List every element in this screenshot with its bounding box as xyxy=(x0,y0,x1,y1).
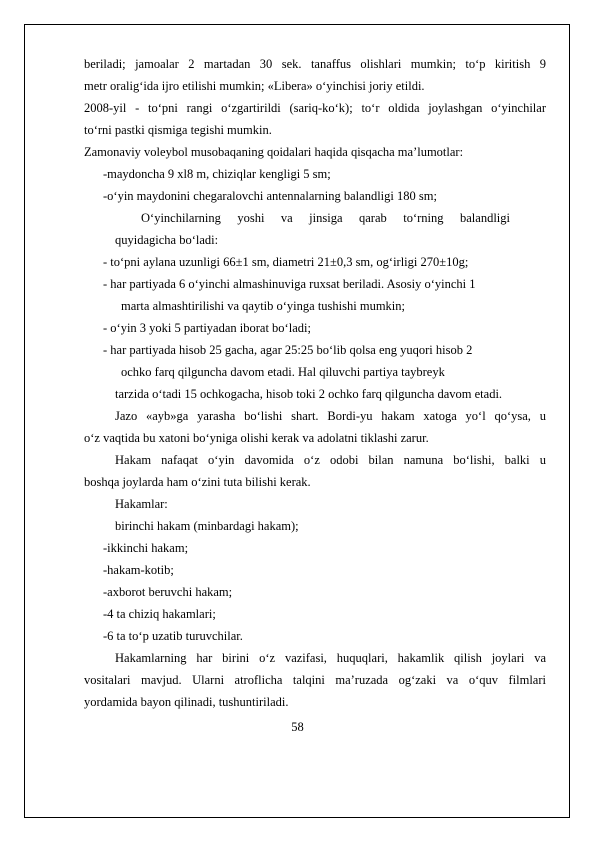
list-item-antenna-height: -o‘yin maydonini chegaralovchi antennalarning balandligi 180 sm; xyxy=(103,189,437,203)
referees-heading: Hakamlar: xyxy=(115,497,168,511)
list-item-first-referee: birinchi hakam (minbardagi hakam); xyxy=(115,519,299,533)
text-line-net-height: O‘yinchilarning yoshi va jinsiga qarab to‘rning balandligi xyxy=(141,211,510,225)
page-number: 58 xyxy=(291,720,304,734)
text-line-18: o‘z vaqtida bu xatoni bo‘yniga olishi kerak va adolatni tiklashi zarur. xyxy=(84,431,429,445)
list-item-scorer: -hakam-kotib; xyxy=(103,563,174,577)
text-line-9: quyidagicha bo‘ladi: xyxy=(115,233,219,247)
text-line-2: metr oralig‘ida ijro etilishi mumkin; «Libera» o‘yinchisi joriy etildi. xyxy=(84,79,425,93)
text-line-19: Hakam nafaqat o‘yin davomida o‘z odobi bilan namuna bo‘lishi, balki u xyxy=(115,453,546,467)
text-line-17: Jazo «ayb»ga yarasha bo‘lishi shart. Bordi-yu hakam xatoga yo‘l qo‘ysa, u xyxy=(115,409,546,423)
text-line-29: vositalari mavjud. Ularni atroflicha talqini ma’ruzada og‘zaki va o‘quv filmlari xyxy=(84,673,546,687)
list-item-sets: - o‘yin 3 yoki 5 partiyadan iborat bo‘ladi; xyxy=(103,321,311,335)
text-line-12: marta almashtirilishi va qaytib o‘yinga tushishi mumkin; xyxy=(121,299,405,313)
text-line-4: to‘rni pastki qismiga tegishi mumkin. xyxy=(84,123,272,137)
list-item-ball: - to‘pni aylana uzunligi 66±1 sm, diametri 21±0,3 sm, og‘irligi 270±10g; xyxy=(103,255,469,269)
list-item-ball-retrievers: -6 ta to‘p uzatib turuvchilar. xyxy=(103,629,243,643)
text-line-3: 2008-yil - to‘pni rangi o‘zgartirildi (sariq-ko‘k); to‘r oldida joylashgan o‘yinchilar xyxy=(84,101,546,115)
list-item-score: - har partiyada hisob 25 gacha, agar 25:25 bo‘lib qolsa eng yuqori hisob 2 xyxy=(103,343,473,357)
text-line-16: tarzida o‘tadi 15 ochkogacha, hisob toki 2 ochko farq qilguncha davom etadi. xyxy=(115,387,503,401)
list-item-substitutions: - har partiyada 6 o‘yinchi almashinuviga ruxsat beriladi. Asosiy o‘yinchi 1 xyxy=(103,277,476,291)
text-line-30: yordamida bayon qilinadi, tushuntiriladi. xyxy=(84,695,289,709)
text-line-15: ochko farq qilguncha davom etadi. Hal qiluvchi partiya taybreyk xyxy=(121,365,445,379)
list-item-line-judges: -4 ta chiziq hakamlari; xyxy=(103,607,216,621)
list-item-second-referee: -ikkinchi hakam; xyxy=(103,541,189,555)
text-line-28: Hakamlarning har birini o‘z vazifasi, huquqlari, hakamlik qilish joylari va xyxy=(115,651,546,665)
text-line-20: boshqa joylarda ham o‘zini tuta bilishi kerak. xyxy=(84,475,311,489)
text-line-5: Zamonaviy voleybol musobaqaning qoidalari haqida qisqacha ma’lumotlar: xyxy=(84,145,464,159)
text-line-1: beriladi; jamoalar 2 martadan 30 sek. tanaffus olishlari mumkin; to‘p kiritish 9 xyxy=(84,57,546,71)
list-item-announcer: -axborot beruvchi hakam; xyxy=(103,585,233,599)
list-item-court-size: -maydoncha 9 xl8 m, chiziqlar kengligi 5 sm; xyxy=(103,167,331,181)
